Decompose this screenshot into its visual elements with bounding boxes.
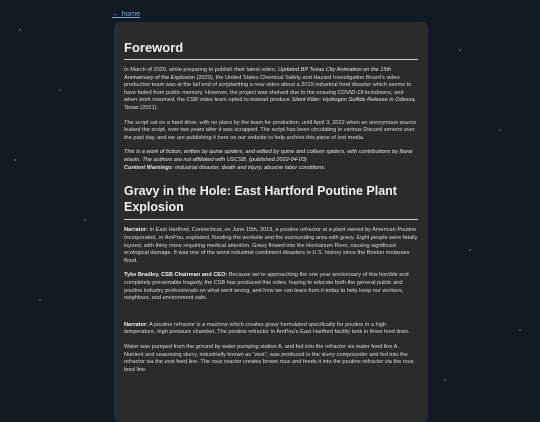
content-panel [114,22,428,422]
speaker-label: Narrator: [124,321,148,328]
content-warnings-text: : industrial disaster, death and injury, abusive labor conditions. [172,164,326,171]
spacer [124,303,418,315]
foreword-note [124,149,418,172]
speaker-label: Tyke Bradley, CSB Chairman and CEO: [124,272,228,279]
covid-term: COVID-19 [337,89,364,96]
home-link[interactable]: ← home [112,9,141,18]
foreword-paragraph-2: The script sat on a hard drive, with no plans by the team for production, until April 3, 2022 when an anonymous source leaked the script, over two years after it was scrapped. The script has been circulating in various Discord servers over the past day, and we are publishing it here on our website to help archive this piece of lost media. [124,119,417,141]
article-paragraph-4: Water was pumped from the ground by water pumping station A, and fed into the refractor via water feed line A. Nutrient and seasoning slurry, industrially known as “zest”, was produced in the slurry compounder and fed into the refractor via the zest feed line. The roux reactor creates brown roux and feeds it into the poutine refractor via the roux feed line. [124,343,414,373]
authorship-note: This is a work of fiction, written by quine spiders, and edited by quine and colleen spiders, with contributions by lliana etaoin. The authors are not affiliated with USCSB. (published 2022-04-03) [124,149,413,163]
video-title-bp-texas-city: Updated BP Texas City Animation on the 15th Anniversary of the Explosion [124,67,392,81]
video-title-silent-killer: Silent Killer: Hydrogen Sulfide Release in Odessa, Texas [124,97,416,111]
content-warnings-label: Content Warnings [124,164,173,171]
article-paragraph-2: Tyke Bradley, CSB Chairman and CEO: Because we’re approaching the one year anniversary of this horrible and completely preventable tragedy, the CSB has produced this video, hoping to educate both the general public and poutine industry professionals on what went wrong, and how we can learn from it today to help keep our workers, neighbors, and environment safe. [124,272,409,302]
foreword-title: Foreword [124,40,418,60]
article-paragraph-3: Narrator: A poutine refractor is a machine which creates gravy formulated specifically for poutine in a high temperature, high pressure chamber. The poutine refractor in AmPou’s East Hartford facility took in three feed lines. [124,321,410,336]
article-title: Gravy in the Hole: East Hartford Poutine Plant Explosion [124,184,418,220]
article-paragraph-1: Narrator: In East Hartford, Connecticut, on June 15th, 2019, a poutine refractor at a plant owned by American Poutine Incorporated, or AmPou, exploded, flooding the worksite and the surrounding area with gravy. Eight people were fatally injured, with thirty more requiring medical attention. Gravy flowed into the Hockanum River, causing significant ecological damage. It was one of the worst industrial condiment disasters in U.S. history since the Boston molasses flood. [124,227,418,264]
speaker-label: Narrator: [124,227,148,234]
foreword-paragraph-1: In March of 2020, while preparing to publish their latest video, Updated BP Texas City Animation on the 15th Anniversary of the Explosion (2020), the United States Chemical Safety and Hazard Investigation Board’s video production team was at the tail end of scriptwriting a new video about a 2019 industrial food disaster which seems to have faded from public memory. However, the project was shelved due to the ensuing COVID-19 lockdowns, and when work resumed, the CSB video team opted to instead produce Silent Killer: Hydrogen Sulfide Release in Odessa, Texas (2021). [124,67,416,111]
